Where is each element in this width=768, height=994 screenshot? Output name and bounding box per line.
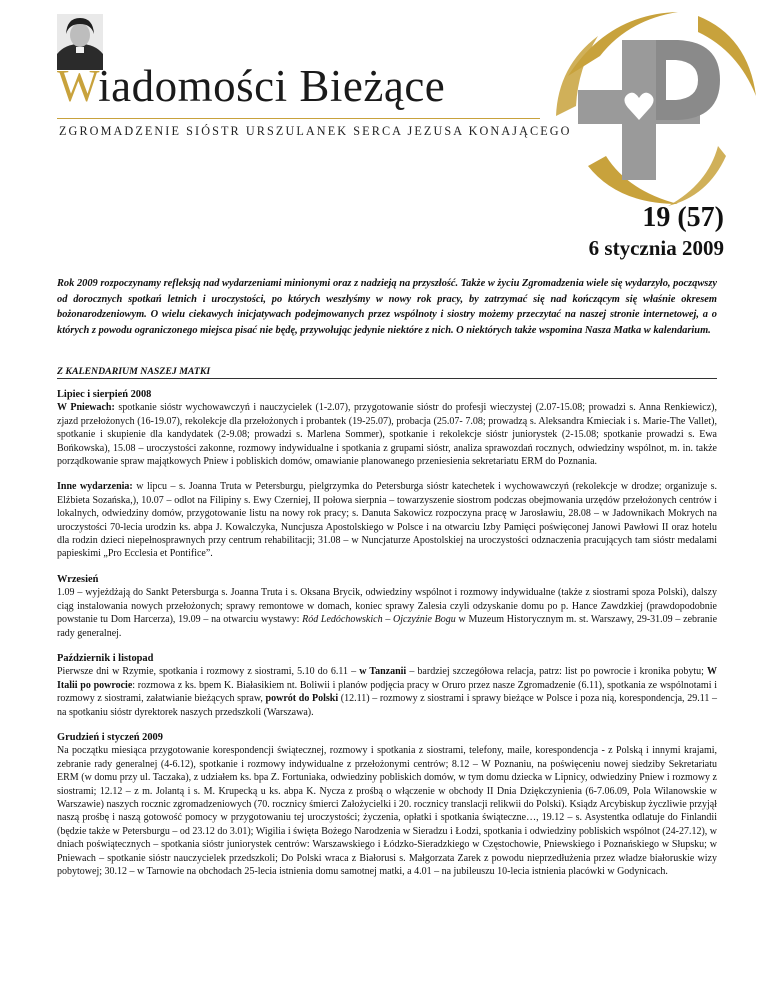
entry-heading-autumn: Październik i listopad (57, 652, 154, 664)
congregation-logo (548, 6, 760, 208)
entry-other-text: w lipcu – s. Joanna Truta w Petersburgu, pielgrzymka do Petersburga sióstr katechetek i wychowawczyń (rekolekcje w drodze; organizuje s. Elżbieta Sozańska,), 10.07 – odlot na Filipiny s. Ewy Czerniej, II połowa sierpnia – towarzyszenie siostrom podczas obejmowania urzędów przełożonych centrów i lokalnych, odwiedziny domów, przygotowanie listu na nowy rok pracy; s. Danuta Sakowicz rozpoczyna pracę w Jarosławiu, 28.08 – w Jadownikach Mokrych na uroczystości 70-lecia urodzin ks. abpa J. Kowalczyka, Nuncjusza Apostolskiego w Polsce i na otwarciu Izby Pamięci poświęconej Janowi Pawłowi II oraz hotelu dla rodzin dzieci niepełnosprawnych przy centrum rehabilitacji; 31.08 – w Nuncjaturze Apostolskiej na uroczystości odznaczenia pracujących tam sióstr medalami papieskimi „Pro Ecclesia et Pontifice”. (57, 481, 717, 560)
exhibition-title: Ród Ledóchowskich – Ojczyźnie Bogu (302, 614, 456, 626)
entry-september-text-end: w Muzeum Historycznym m. st. Warszawy, 29-31.09 – zebranie rady generalnej. (57, 614, 718, 639)
entry-autumn-text2: – bardziej szczegółowa relacja, patrz: list po powrocie i kronika pobytu; (406, 666, 707, 678)
entry-other (57, 480, 717, 560)
entry-autumn-poland: powrót do Polski (265, 693, 339, 705)
entry-heading-september: Wrzesień (57, 573, 99, 585)
entry-summer-lead: W Pniewach: (57, 402, 115, 414)
issue-date: 6 stycznia 2009 (588, 236, 724, 260)
issue-number: 19 (57) (642, 202, 724, 233)
title-rest: iadomości Bieżące (98, 61, 446, 111)
entry-heading-winter: Grudzień i styczeń 2009 (57, 731, 163, 743)
entry-autumn-italy: W Italii po powrocie (57, 666, 717, 691)
entry-september-text: 1.09 – wyjeżdżają do Sankt Petersburga s. Joanna Truta i s. Oksana Brycik, odwiedziny wspólnot i rozmowy indywidualne (także z siostrami spoza Polski), dalszy ciąg instalowania nowych przełożonych; sprawy remontowe w domach, koniec sprawy Zalesia czyli odzyskanie domu po p. Hance Zawdzkiej (prawdopodobnie powstanie tu Dom Harcerza), 19.09 – na otwarciu wystawy: (57, 587, 717, 626)
entry-summer-text: spotkanie sióstr wychowawczyń i nauczycielek (1-2.07), przygotowanie sióstr do profesji wieczystej (2.07-15.08; prowadzi s. Anna Renkiewicz), zjazd przełożonych (16-19.07), rekolekcje dla przełożonych i probantek (19-25.07), probacja (25.07- 7.08; prowadzą s. Aleksandra Kmieciak i s. Marie-The Vallet), spotkanie i skupienie dla kandydatek (2-9.08; prowadzi s. Marlena Sommer), spotkanie i rekolekcje sióstr juniorystek (2-15.08; spotkanie prowadzi s. Ewa Bońkowska), 15.08 – uroczystości zakonne, rozmowy indywidualne i spotkania z grupami sióstr, analiza sprawozdań rocznych, odwiedziny wspólnot, m. in. także porządkowanie spraw majątkowych Pniew i pobliskich domów, omawianie planowanego przeniesienia sekretariatu ERM do Poznania. (57, 402, 717, 468)
entry-other-lead: Inne wydarzenia: (57, 481, 133, 493)
entry-september (57, 586, 717, 640)
entry-heading-summer: Lipiec i sierpień 2008 (57, 389, 152, 400)
entry-autumn-text1: Pierwsze dni w Rzymie, spotkania i rozmowy z siostrami, 5.10 do 6.11 – (57, 666, 360, 678)
masthead-rule (57, 118, 540, 119)
intro-paragraph: Rok 2009 rozpoczynamy refleksją nad wydarzeniami minionymi oraz z nadzieją na przyszłość. Także w życiu Zgromadzenia wiele się wydarzyło, począwszy od dorocznych spotkań letnich i uroczystości, po których weszłyśmy w nowy rok pracy, by zatrzymać się nad kończącym się właśnie okresem bożonarodzeniowym. O wielu ciekawych inicjatywach podejmowanych przez wspólnoty i siostry możemy przeczytać na naszej stronie internetowej, a o których z powodu ograniczonego miejsca pisać nie będę, przywołując jedynie niektóre z nich. O niektórych także wspomina Nasza Matka w kalendarium. (57, 278, 717, 336)
entry-summer (57, 401, 717, 468)
entry-autumn-tanzania: w Tanzanii (359, 666, 407, 678)
calendar-body (57, 388, 717, 890)
entry-autumn (57, 665, 717, 719)
title-initial: W (57, 61, 99, 111)
congregation-name: ZGROMADZENIE SIÓSTR URSZULANEK SERCA JEZUSA KONAJĄCEGO (59, 124, 572, 138)
entry-autumn-text3: : rozmowa z ks. bpem K. Białasikiem nt. Boliwii i planów podjęcia pracy w Oruro przez nasze Zgromadzenie (6.11), spotkania ze wspólnotami i rozmowy z siostrami, załatwianie bieżących spraw, (57, 679, 717, 705)
masthead-title (57, 61, 446, 111)
entry-autumn-text4: (12.11) – rozmowy z siostrami i sprawy bieżące w Polsce i poza nią, korespondencja, 29.11 – na spotkaniu sióstr dyrektorek naszych przedszkoli (Warszawa). (57, 693, 717, 718)
entry-winter: Na początku miesiąca przygotowanie korespondencji świątecznej, rozmowy i spotkania z siostrami, telefony, maile, korespondencja - z Polską i innymi krajami, zebranie rady generalnej (4-6.12), spotkanie i rozmowy indywidualne z przełożonymi centrów; 8.12 – W Poznaniu, na poświęceniu nowej siedziby Sekretariatu ERM (w domu przy ul. Taczaka), z udziałem ks. bpa Z. Fortuniaka, odwiedziny pobliskich domów, w tym domu dziecka w Lipnicy, odwiedziny Pniew i rozmowy z siostrami; 12.12 – z m. Jolantą i s. M. Krupecką u ks. abpa K. Nycza z prośbą o włączenie w obchody II Dnia Dziękczynienia (6-7.06.09, Pola Wilanowskie w Warszawie) naszych rocznic zgromadzeniowych (70. rocznicy śmierci Założycielki i 20. rocznicy translacji relikwii do Polski). Ksiądz Arcybiskup życzliwie przyjął naszą prośbę i naszą gotowość pomocy w przygotowaniu tej uroczystości; życzenia, opłatki i spotkania świąteczne…, 19.12 – s. Asystentka odlatuje do Finlandii (będzie także w Petersburgu – od 23.12 do 3.01); Wigilia i święta Bożego Narodzenia w Sieradzu i Łodzi, spotkania i odwiedziny pobliskich wspólnot (24-27.12), w dniach poświątecznych – spotkania sióstr juniorystek centrów: Warszawskiego i Łódzko-Sieradzkiego w Częstochowie, Pniewskiego i Poznańskiego w Słupsku; w Pniewach – spotkanie sióstr nauczycielek przedszkoli; Do Polski wraca z Białorusi s. Małgorzata Zarek z powodu nieprzedłużenia przez władze białoruskie wizy pobytowej; 30.12 – w Tarnowie na obchodach 25-lecia istnienia domu samotnej matki, a 4.01 – na jubileuszu 10-lecia istnienia placówki w Godynicach. (57, 745, 717, 877)
section-heading: Z KALENDARIUM NASZEJ MATKI (57, 366, 717, 379)
